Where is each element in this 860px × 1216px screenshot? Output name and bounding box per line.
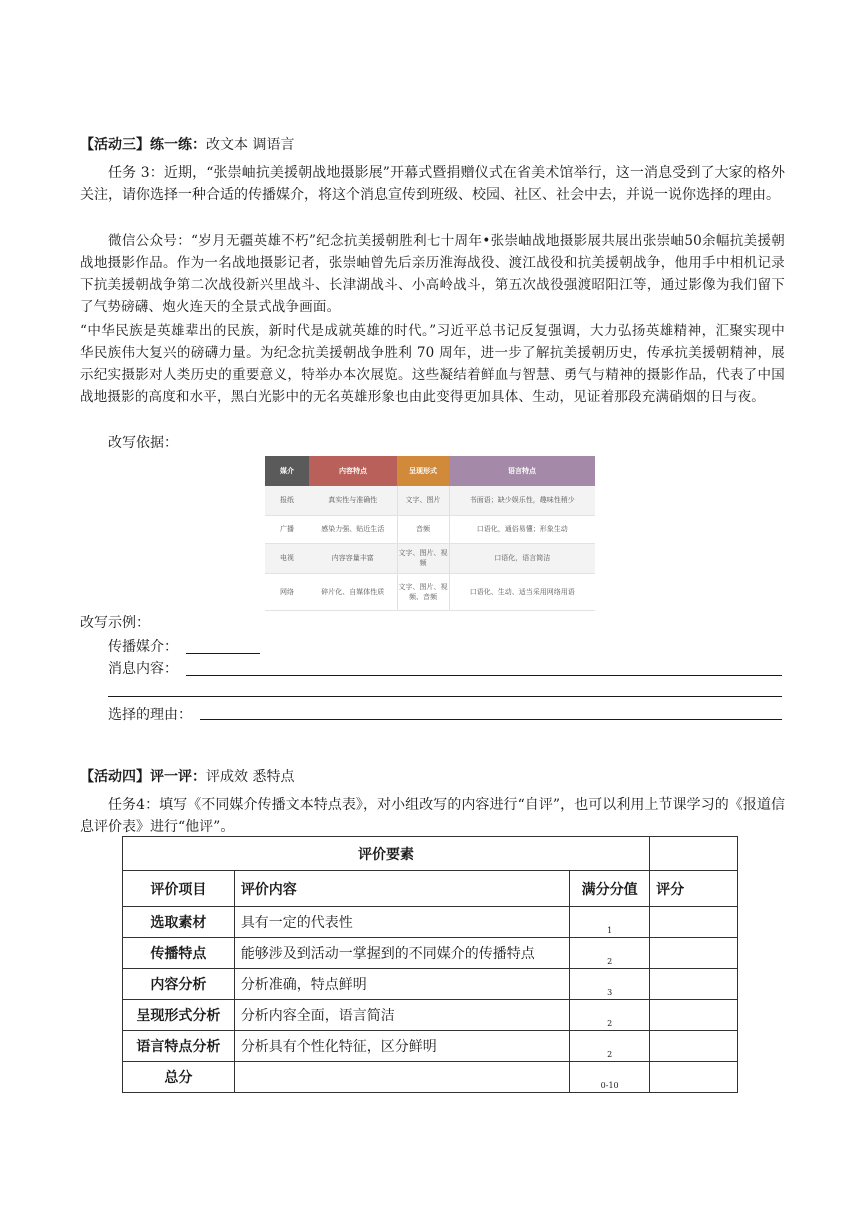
basis-label: 改写依据： xyxy=(108,435,178,451)
eval-total-rating-cell[interactable] xyxy=(650,1062,738,1093)
eval-empty-cell xyxy=(650,837,738,871)
eval-content: 能够涉及到活动一掌握到的不同媒介的传播特点 xyxy=(234,938,569,969)
media-cell: 音频 xyxy=(397,515,449,543)
eval-score: 3 xyxy=(570,969,650,1000)
eval-title-row xyxy=(123,837,738,871)
media-cell: 电视 xyxy=(265,543,309,573)
quote-paragraph: “中华民族是英雄辈出的民族，新时代是成就英雄的时代。”习近平总书记反复强调，大力弘扬英雄精神，汇聚实现中华民族伟大复兴的磅礴力量。为纪念抗美援朝战争胜利 70 周年，进一步了解抗美援朝历史，传承抗美援朝精神，展示纪实摄影对人类历史的重要意义，特举办本次展览。这些凝结着鲜血与智慧、勇气与精神的摄影作品，代表了中国战地摄影的高度和水平，黑白光影中的无名英雄形象也由此变得更加具体、生动，见证着那段充满硝烟的日与夜。 xyxy=(80,323,785,405)
media-cell: 内容容量丰富 xyxy=(309,543,397,573)
eval-header-content: 评价内容 xyxy=(234,871,569,907)
eval-content: 具有一定的代表性 xyxy=(234,907,569,938)
eval-item: 选取素材 xyxy=(123,907,235,938)
media-field-label: 传播媒介： xyxy=(108,639,178,655)
content-blank-line-2[interactable] xyxy=(108,696,782,697)
table-row xyxy=(265,573,595,610)
eval-title: 评价要素 xyxy=(123,837,650,871)
activity4-heading-bold: 【活动四】评一评： xyxy=(80,769,206,785)
activity4-task: 任务4：填写《不同媒介传播文本特点表》，对小组改写的内容进行“自评”，也可以利用上节课学习的《报道信息评价表》进行“他评”。 xyxy=(80,797,785,835)
eval-item: 内容分析 xyxy=(123,969,235,1000)
eval-total-empty xyxy=(234,1062,569,1093)
table-row xyxy=(265,515,595,543)
media-cell: 网络 xyxy=(265,573,309,610)
eval-total-value: 0-10 xyxy=(570,1062,650,1093)
eval-rating-cell[interactable] xyxy=(650,1031,738,1062)
media-table xyxy=(265,456,595,611)
media-blank-line[interactable] xyxy=(186,653,260,654)
reason-field-label: 选择的理由： xyxy=(108,707,192,723)
eval-content: 分析具有个性化特征，区分鲜明 xyxy=(234,1031,569,1062)
media-header-cell: 语言特点 xyxy=(449,456,595,486)
table-row xyxy=(265,543,595,573)
eval-header-row xyxy=(123,871,738,907)
activity4-heading-rest: 评成效 悉特点 xyxy=(206,769,295,785)
content-blank-line[interactable] xyxy=(186,675,782,676)
media-header-cell: 媒介 xyxy=(265,456,309,486)
reason-blank-line[interactable] xyxy=(200,719,782,720)
media-cell: 碎片化、自媒体性质 xyxy=(309,573,397,610)
eval-header-item: 评价项目 xyxy=(123,871,235,907)
activity3-heading xyxy=(80,134,294,156)
table-row xyxy=(123,907,738,938)
eval-rating-cell[interactable] xyxy=(650,969,738,1000)
eval-total-label: 总分 xyxy=(123,1062,235,1093)
content-field-label: 消息内容： xyxy=(108,661,178,677)
eval-rating-cell[interactable] xyxy=(650,938,738,969)
activity3-heading-bold: 【活动三】练一练： xyxy=(80,137,206,153)
media-cell: 报纸 xyxy=(265,486,309,515)
eval-total-row xyxy=(123,1062,738,1093)
eval-score: 1 xyxy=(570,907,650,938)
media-header-cell: 内容特点 xyxy=(309,456,397,486)
eval-item: 传播特点 xyxy=(123,938,235,969)
wechat-paragraph: 微信公众号：“岁月无疆英雄不朽”纪念抗美援朝胜利七十周年•张崇岫战地摄影展共展出张崇岫50余幅抗美援朝战地摄影作品。作为一名战地摄影记者，张崇岫曾先后亲历淮海战役、渡江战役和抗美援朝战争，他用手中相机记录下抗美援朝战争第二次战役新兴里战斗、长津湖战斗、小高岭战斗，第五次战役强渡昭阳江等，通过影像为我们留下了气势磅礴、炮火连天的全景式战争画面。 xyxy=(80,233,785,315)
activity4-heading xyxy=(80,766,294,788)
eval-score: 2 xyxy=(570,938,650,969)
eval-item: 语言特点分析 xyxy=(123,1031,235,1062)
example-label: 改写示例： xyxy=(80,615,150,631)
eval-content: 分析准确，特点鲜明 xyxy=(234,969,569,1000)
eval-header-score: 满分分值 xyxy=(570,871,650,907)
media-cell: 口语化，通俗易懂；形象生动 xyxy=(449,515,595,543)
table-row xyxy=(123,1000,738,1031)
media-cell: 文字、图片 xyxy=(397,486,449,515)
evaluation-table xyxy=(122,836,738,1093)
table-row xyxy=(123,969,738,1000)
eval-item: 呈现形式分析 xyxy=(123,1000,235,1031)
media-cell: 文字、图片、视频 xyxy=(397,543,449,573)
table-row xyxy=(123,1031,738,1062)
activity3-task: 任务 3：近期，“张崇岫抗美援朝战地摄影展”开幕式暨捐赠仪式在省美术馆举行，这一消息受到了大家的格外关注，请你选择一种合适的传播媒介，将这个消息宣传到班级、校园、社区、社会中去，并说一说你选择的理由。 xyxy=(80,165,785,203)
table-row xyxy=(265,486,595,515)
media-cell: 口语化、生动、适当采用网络用语 xyxy=(449,573,595,610)
media-cell: 书面语；缺少娱乐性，趣味性稍少 xyxy=(449,486,595,515)
media-cell: 感染力强、贴近生活 xyxy=(309,515,397,543)
media-cell: 口语化，语言简洁 xyxy=(449,543,595,573)
eval-score: 2 xyxy=(570,1031,650,1062)
media-cell: 真实性与准确性 xyxy=(309,486,397,515)
eval-rating-cell[interactable] xyxy=(650,1000,738,1031)
media-cell: 文字、图片、视频、音频 xyxy=(397,573,449,610)
media-table-header xyxy=(265,456,595,486)
eval-rating-cell[interactable] xyxy=(650,907,738,938)
media-header-cell: 呈现形式 xyxy=(397,456,449,486)
activity3-heading-rest: 改文本 调语言 xyxy=(206,137,295,153)
eval-header-rating: 评分 xyxy=(650,871,738,907)
table-row xyxy=(123,938,738,969)
eval-score: 2 xyxy=(570,1000,650,1031)
eval-content: 分析内容全面，语言简洁 xyxy=(234,1000,569,1031)
media-cell: 广播 xyxy=(265,515,309,543)
